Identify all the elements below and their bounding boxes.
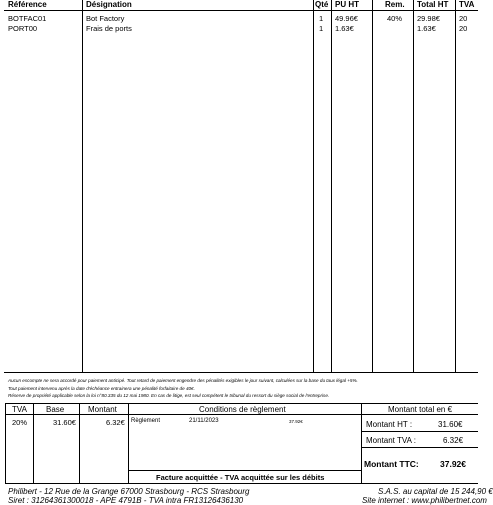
header-qty: Qté <box>315 0 329 9</box>
total-ttc-value: 37.92€ <box>440 459 466 469</box>
summary-left-border <box>5 403 6 483</box>
total-ht-value: 31.60€ <box>438 420 463 429</box>
payment-amount: 37.92€ <box>289 419 303 424</box>
payment-label: Règlement <box>131 418 161 424</box>
row-vat: 20 <box>459 14 468 23</box>
header-divider <box>4 10 478 11</box>
header-reference: Référence <box>8 0 47 9</box>
summary-header-base: Base <box>46 405 65 414</box>
row-vat: 20 <box>459 24 468 33</box>
header-unit-price: PU HT <box>335 0 359 9</box>
row-qty: 1 <box>319 24 324 33</box>
total-ttc-label: Montant TTC: <box>364 459 419 469</box>
footer-company-address: Philibert - 12 Rue de la Grange 67000 Strasbourg - RCS Strasbourg <box>8 487 250 496</box>
summary-header-amount: Montant <box>88 405 117 414</box>
summary-header-terms: Conditions de règlement <box>199 405 286 414</box>
row-reference: BOTFAC01 <box>8 14 47 23</box>
legal-line: Aucun escompte ne sera accordé pour paiement anticipé. Tout retard de paiement engendre des pénalités exigibles le jour suivant, calculées sur la base du taux légal +5%. <box>8 378 358 383</box>
payment-date: 21/11/2023 <box>189 418 219 424</box>
summary-vat-rate: 20% <box>12 418 28 427</box>
row-discount: 40% <box>387 14 403 23</box>
header-discount: Rem. <box>385 0 405 9</box>
row-unit-price: 1.63€ <box>335 24 354 33</box>
header-total-ht: Total HT <box>417 0 449 9</box>
header-vat: TVA <box>459 0 475 9</box>
paid-note: Facture acquittée - TVA acquittée sur les débits <box>156 473 325 482</box>
summary-vat-amount: 6.32€ <box>106 418 125 427</box>
row-total-ht: 1.63€ <box>417 24 436 33</box>
summary-column-divider <box>128 403 129 483</box>
footer-capital: S.A.S. au capital de 15 244,90 € <box>378 487 493 496</box>
total-ht-label: Montant HT : <box>366 420 413 429</box>
row-reference: PORT00 <box>8 24 38 33</box>
footer-website: Site internet : www.philibertnet.com <box>362 496 487 505</box>
totals-divider <box>361 431 478 432</box>
column-divider <box>372 0 373 372</box>
summary-base: 31.60€ <box>53 418 76 427</box>
summary-column-divider <box>361 403 362 483</box>
summary-header-total: Montant total en € <box>388 405 453 414</box>
summary-column-divider <box>79 403 80 483</box>
header-designation: Désignation <box>86 0 132 9</box>
column-divider <box>455 0 456 372</box>
column-divider <box>313 0 314 372</box>
row-designation: Frais de ports <box>86 24 132 33</box>
column-divider <box>413 0 414 372</box>
totals-divider <box>361 447 478 448</box>
summary-column-divider <box>33 403 34 483</box>
summary-bottom-border <box>5 483 478 484</box>
total-tva-label: Montant TVA : <box>366 436 416 445</box>
column-divider <box>82 0 83 372</box>
row-designation: Bot Factory <box>86 14 125 23</box>
paid-note-divider <box>128 470 361 471</box>
summary-header-divider <box>5 414 478 415</box>
row-total-ht: 29.98€ <box>417 14 440 23</box>
table-bottom-border <box>4 372 478 373</box>
column-divider <box>331 0 332 372</box>
row-unit-price: 49.96€ <box>335 14 358 23</box>
footer-siret: Siret : 31264361300018 - APE 4791B - TVA intra FR13126436130 <box>8 496 244 505</box>
summary-top-border <box>5 403 478 404</box>
summary-header-vat: TVA <box>12 405 27 414</box>
row-qty: 1 <box>319 14 324 23</box>
total-tva-value: 6.32€ <box>443 436 464 445</box>
legal-line: Réserve de propriété applicable selon la loi n°80.335 du 12 mai 1980. En cas de litige, est seul compétent le tribunal du ressort du siège social de l'entreprise. <box>8 393 330 398</box>
legal-line: Tout paiement intervenu après la date d'échéance entrainera une pénalité forfaitaire de 40€. <box>8 386 195 391</box>
